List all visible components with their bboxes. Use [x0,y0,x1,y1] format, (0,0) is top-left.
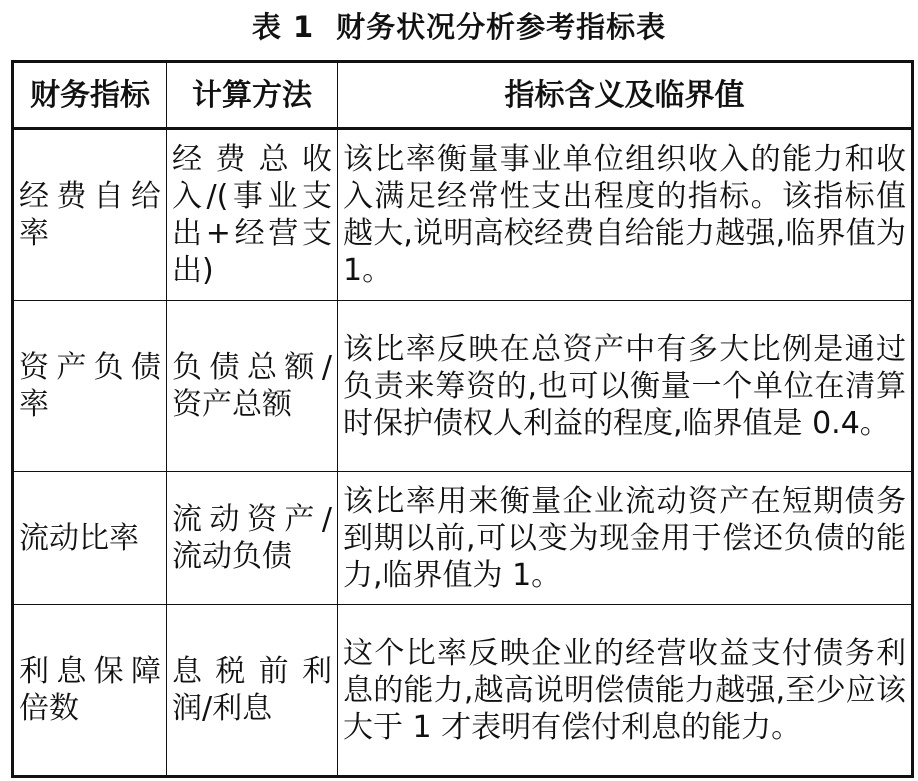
method-cell: 经费总收入/(事业支出+经营支出) [167,129,338,301]
meaning-cell: 这个比率反映企业的经营收益支付债务利息的能力,越高说明偿债能力越强,至少应该大于 1 才表明有偿付利息的能力。 [338,605,913,777]
method-cell: 息税前利润/利息 [167,605,338,777]
header-row [13,62,913,129]
indicator-cell: 利息保障倍数 [13,605,167,777]
table-row [13,605,913,777]
header-indicator: 财务指标 [13,62,167,129]
indicator-cell: 经费自给率 [13,129,167,301]
table-row [13,301,913,472]
method-cell: 负债总额/资产总额 [167,301,338,472]
table-title: 财务状况分析参考指标表 [336,10,667,44]
meaning-cell: 该比率衡量事业单位组织收入的能力和收入满足经常性支出程度的指标。该指标值越大,说明高校经费自给能力越强,临界值为 1。 [338,129,913,301]
table-row [13,129,913,301]
header-method: 计算方法 [167,62,338,129]
indicator-cell: 流动比率 [13,472,167,605]
header-meaning: 指标含义及临界值 [338,62,913,129]
indicator-cell: 资产负债率 [13,301,167,472]
method-cell: 流动资产/流动负债 [167,472,338,605]
table-row [13,472,913,605]
table-caption [0,4,918,50]
table-number: 表 1 [251,10,315,44]
meaning-cell: 该比率用来衡量企业流动资产在短期债务到期以前,可以变为现金用于偿还负债的能力,临界值为 1。 [338,472,913,605]
meaning-cell: 该比率反映在总资产中有多大比例是通过负责来筹资的,也可以衡量一个单位在清算时保护债权人利益的程度,临界值是 0.4。 [338,301,913,472]
financial-indicator-table [11,60,914,778]
